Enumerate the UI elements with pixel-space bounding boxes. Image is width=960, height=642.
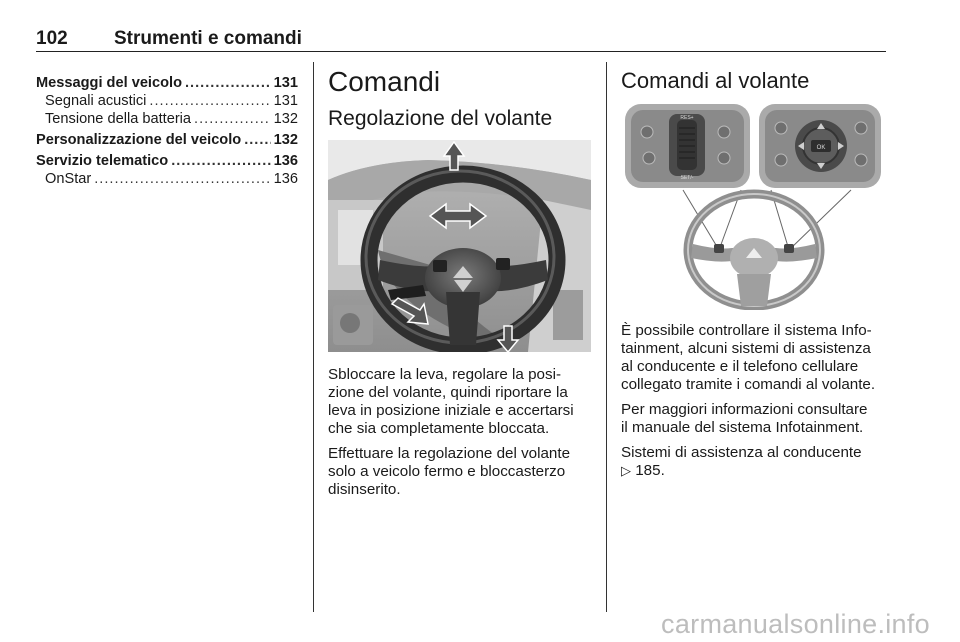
page-number: 102 bbox=[36, 28, 68, 49]
column-divider-2 bbox=[606, 62, 607, 612]
header-rule bbox=[36, 51, 886, 52]
toc-leader-dots bbox=[194, 110, 271, 128]
adjust-instructions: Sbloccare la leva, regolare la posi- zione del volante, quindi riportare la leva in posizione iniziale e accertarsi che sia completamente bloccata. bbox=[328, 366, 574, 437]
wheel-controls-text bbox=[621, 322, 885, 480]
steering-adjust-section bbox=[328, 66, 590, 132]
toc-entry-label: Messaggi del veicolo bbox=[36, 75, 182, 91]
wheel-controls-section bbox=[621, 66, 885, 95]
section-title: Comandi bbox=[328, 66, 441, 97]
toc-entry-page: 132 bbox=[273, 111, 298, 127]
table-of-contents bbox=[36, 71, 298, 188]
toc-entry-label: Servizio telematico bbox=[36, 153, 169, 169]
set-label: SET/- bbox=[680, 175, 694, 181]
toc-entry[interactable] bbox=[36, 92, 298, 110]
toc-leader-dots bbox=[244, 131, 270, 149]
toc-entry-page: 131 bbox=[273, 93, 298, 109]
page-reference bbox=[621, 462, 885, 480]
toc-entry-page: 132 bbox=[273, 132, 298, 148]
subsection-title: Regolazione del volante bbox=[328, 107, 553, 130]
steering-adjust-text bbox=[328, 366, 590, 499]
infotainment-reference: Per maggiori informazioni consultare il manuale del sistema Infotainment. bbox=[621, 401, 868, 436]
toc-leader-dots bbox=[185, 74, 271, 92]
toc-entry[interactable] bbox=[36, 110, 298, 128]
toc-entry-page: 131 bbox=[273, 75, 298, 91]
left-control-panel bbox=[625, 104, 750, 188]
section-title-2: Comandi al volante bbox=[621, 68, 810, 93]
toc-leader-dots bbox=[149, 92, 270, 110]
column-divider-1 bbox=[313, 62, 314, 612]
toc-entry-label: Personalizzazione del veicolo bbox=[36, 132, 242, 148]
steering-wheel-controls-illustration bbox=[621, 102, 885, 310]
toc-entry[interactable] bbox=[36, 74, 298, 92]
toc-entry-page: 136 bbox=[273, 153, 298, 169]
controls-description: È possibile controllare il sistema Info- tainment, alcuni sistemi di assistenza al conducente e il telefono cellulare collegato tramite i comandi al volante. bbox=[621, 322, 876, 393]
watermark: carmanualsonline.info bbox=[661, 609, 930, 639]
toc-entry[interactable] bbox=[36, 152, 298, 170]
toc-leader-dots bbox=[94, 170, 270, 188]
page-ref-arrow-icon: ▷ bbox=[621, 463, 631, 478]
chapter-title: Strumenti e comandi bbox=[114, 28, 302, 49]
adjust-warning: Effettuare la regolazione del volante solo a veicolo fermo e bloccasterzo disinserito. bbox=[328, 445, 571, 498]
ok-label: OK bbox=[816, 145, 826, 151]
page-header bbox=[36, 28, 884, 50]
toc-entry-label: Segnali acustici bbox=[45, 93, 147, 109]
page-ref-number: 185. bbox=[635, 462, 665, 479]
assist-systems-text: Sistemi di assistenza al conducente bbox=[621, 444, 862, 461]
toc-leader-dots bbox=[171, 152, 270, 170]
right-control-panel bbox=[759, 104, 881, 188]
toc-entry[interactable] bbox=[36, 131, 298, 149]
toc-entry[interactable] bbox=[36, 170, 298, 188]
toc-entry-page: 136 bbox=[273, 171, 298, 187]
toc-entry-label: OnStar bbox=[45, 171, 92, 187]
steering-wheel-adjustment-illustration bbox=[328, 140, 591, 352]
toc-entry-label: Tensione della batteria bbox=[45, 111, 192, 127]
res-label: RES+ bbox=[680, 115, 694, 121]
